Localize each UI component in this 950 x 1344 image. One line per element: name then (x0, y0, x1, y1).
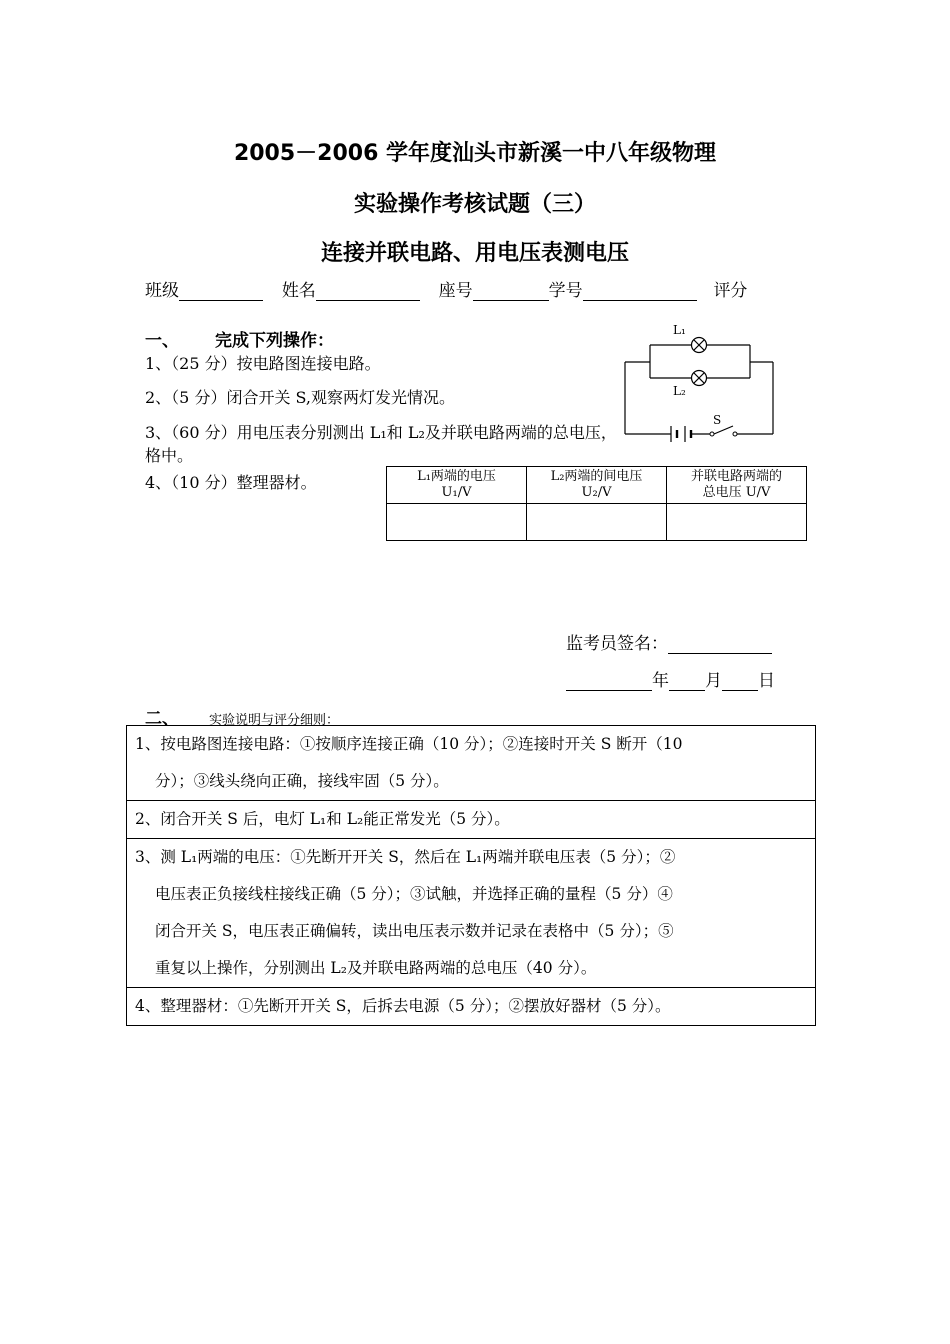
id-label: 学号 (548, 281, 583, 301)
step-1: 1、（25 分）按电路图连接电路。 (145, 354, 381, 373)
seat-label: 座号 (438, 281, 473, 301)
step-3-line1: 3、（60 分）用电压表分别测出 L₁和 L₂及并联电路两端的总电压，记录在表 (145, 423, 681, 442)
rule-row-1 (127, 726, 816, 801)
step-4: 4、（10 分）整理器材。 (145, 473, 317, 492)
section1-number: 一、 (145, 331, 179, 351)
cell-u1[interactable] (387, 504, 527, 541)
rule-3-line2: 电压表正负接线柱接线正确（5 分）；③试触，并选择正确的量程（5 分）④ (155, 885, 673, 903)
year-label: 年 (652, 671, 669, 691)
info-row (145, 276, 747, 301)
name-label: 姓名 (281, 281, 316, 301)
rule-row-3 (127, 839, 816, 988)
date-row (566, 666, 775, 691)
score-label: 评分 (713, 281, 748, 301)
experiment-title: 连接并联电路、用电压表测电压 (320, 241, 629, 266)
rule-3-line1: 3、测 L₁两端的电压：①先断开开关 S，然后在 L₁两端并联电压表（5 分）；② (135, 848, 676, 866)
cell-u2[interactable] (527, 504, 667, 541)
rule-3-line3: 闭合开关 S，电压表正确偏转，读出电压表示数并记录在表格中（5 分）；⑤ (155, 922, 674, 940)
header-u-total: 并联电路两端的 总电压 U/V (667, 467, 807, 504)
seat-field[interactable] (473, 282, 549, 301)
section2-number: 二、 (145, 709, 179, 729)
lamp-l1-label: L₁ (673, 323, 686, 337)
page-title: 2005－2006 学年度汕头市新溪一中八年级物理 (233, 141, 717, 166)
switch-icon (710, 426, 737, 436)
section1-heading (145, 326, 334, 351)
battery-icon (671, 426, 691, 442)
table-row (387, 504, 807, 541)
class-field[interactable] (179, 282, 263, 301)
lamp-l2-icon (692, 371, 707, 386)
rule-1-line2: 分）；③线头绕向正确，接线牢固（5 分）。 (155, 772, 449, 790)
rule-3-line4: 重复以上操作，分别测出 L₂及并联电路两端的总电压（40 分）。 (155, 959, 597, 977)
step-3-line2: 格中。 (145, 446, 194, 465)
section2-title: 实验说明与评分细则： (209, 713, 340, 728)
table-header-row (387, 467, 807, 504)
examiner-label: 监考员签名： (566, 634, 668, 654)
lamp-l1-icon (692, 338, 707, 353)
examiner-field[interactable] (668, 635, 772, 654)
id-field[interactable] (583, 282, 697, 301)
step-2: 2、（5 分）闭合开关 S,观察两灯发光情况。 (145, 388, 456, 407)
examiner-signature (566, 629, 772, 654)
day-field[interactable] (722, 672, 758, 691)
scoring-rules-table (126, 725, 816, 1026)
month-field[interactable] (669, 672, 705, 691)
rule-row-2 (127, 801, 816, 839)
rule-1-line1: 1、按电路图连接电路：①按顺序连接正确（10 分）；②连接时开关 S 断开（10 (135, 735, 683, 753)
page-subtitle: 实验操作考核试题（三） (353, 192, 596, 217)
class-label: 班级 (145, 281, 179, 301)
rule-2: 2、闭合开关 S 后，电灯 L₁和 L₂能正常发光（5 分）。 (135, 810, 510, 828)
day-label: 日 (758, 671, 775, 691)
section1-title: 完成下列操作： (215, 331, 334, 351)
switch-label: S (713, 413, 722, 427)
cell-u-total[interactable] (667, 504, 807, 541)
month-label: 月 (705, 671, 722, 691)
voltage-table (386, 466, 807, 541)
lamp-l2-label: L₂ (673, 384, 686, 398)
name-field[interactable] (316, 282, 420, 301)
header-u1: L₁两端的电压 U₁/V (387, 467, 527, 504)
rule-4: 4、整理器材：①先断开开关 S，后拆去电源（5 分）；②摆放好器材（5 分）。 (135, 997, 671, 1015)
circuit-diagram (615, 318, 785, 444)
rule-row-4 (127, 988, 816, 1026)
year-field[interactable] (566, 672, 652, 691)
header-u2: L₂两端的间电压 U₂/V (527, 467, 667, 504)
